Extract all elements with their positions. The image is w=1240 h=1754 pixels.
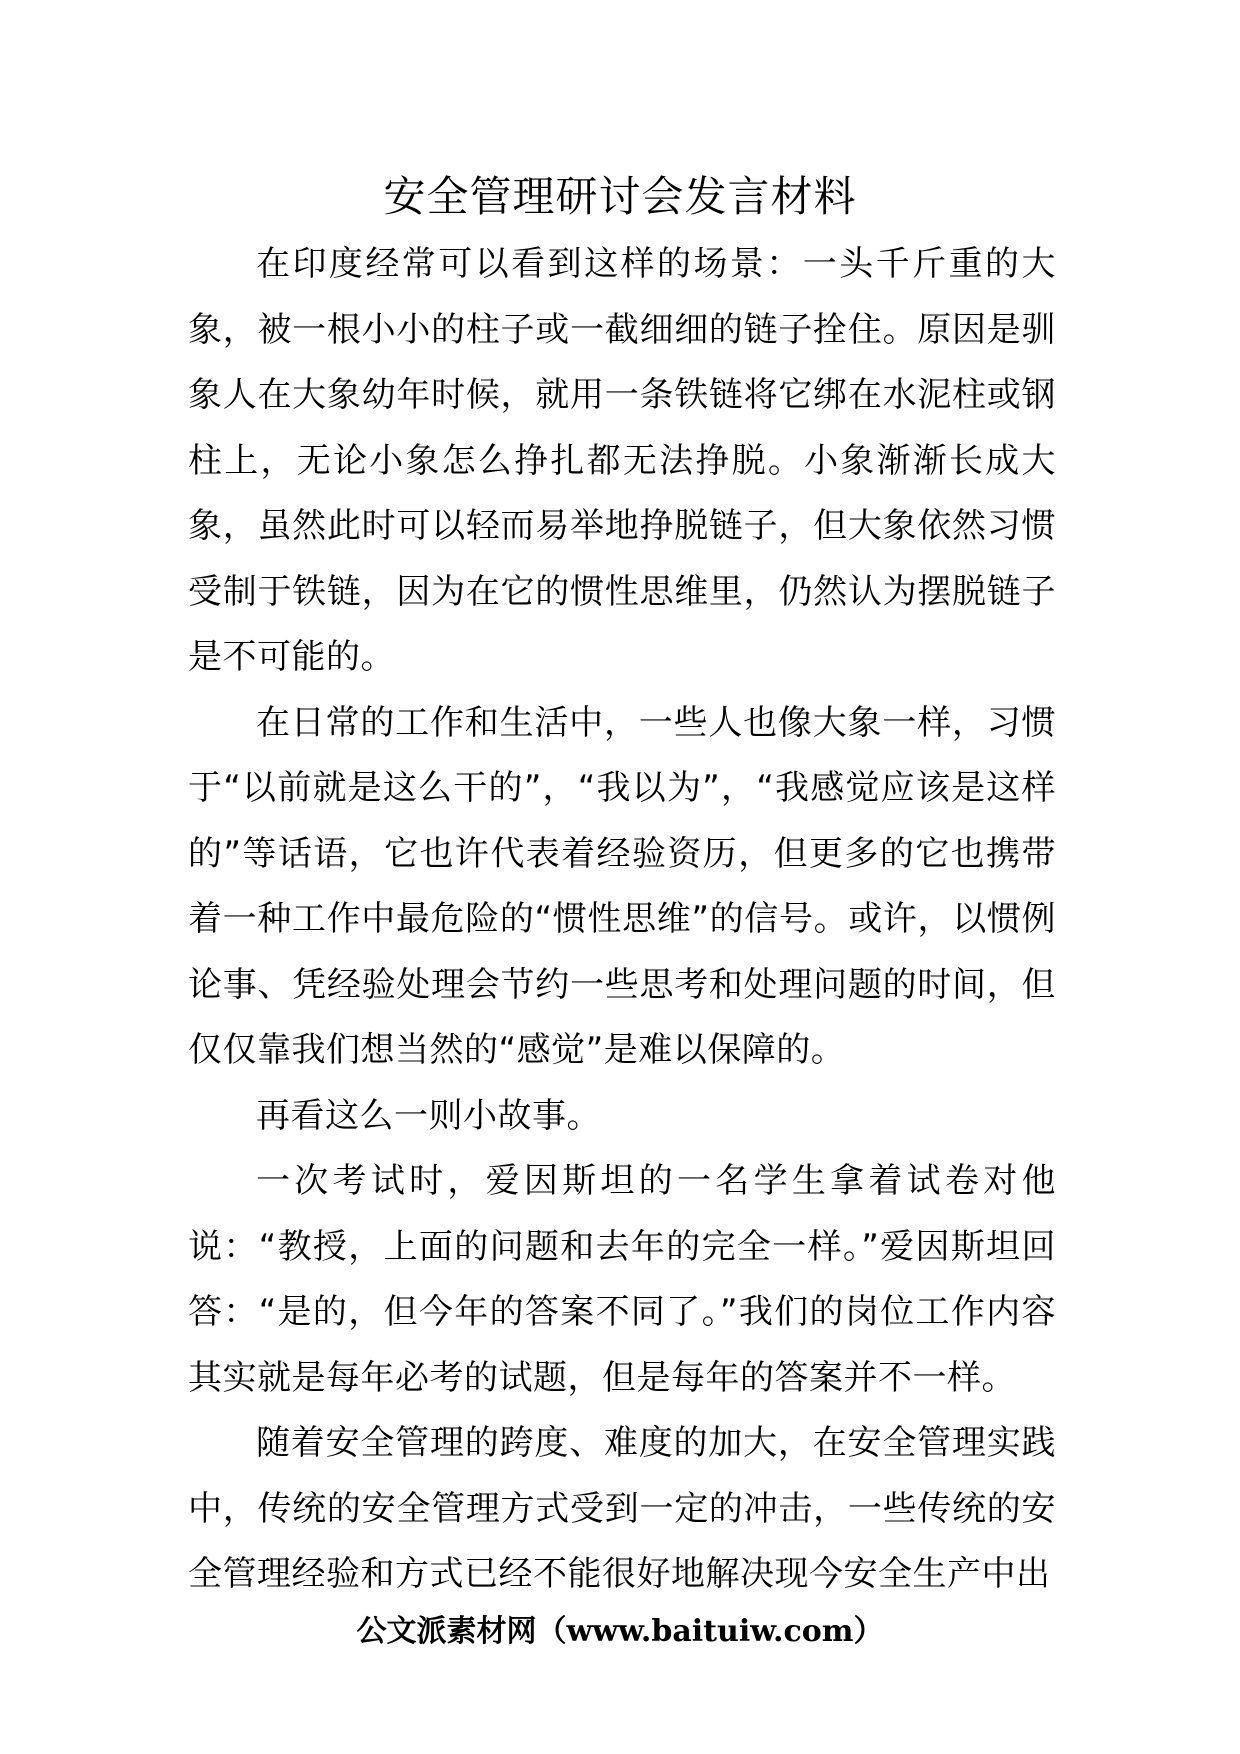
paragraph: 在印度经常可以看到这样的场景：一头千斤重的大象，被一根小小的柱子或一截细细的链子拴住。原因是驯象人在大象幼年时候，就用一条铁链将它绑在水泥柱或钢柱上，无论小象怎么挣扎都无法挣脱。小象渐渐长成大象，虽然此时可以轻而易举地挣脱链子，但大象依然习惯受制于铁链，因为在它的惯性思维里，仍然认为摆脱链子是不可能的。 <box>188 244 1056 677</box>
paragraph: 在日常的工作和生活中，一些人也像大象一样，习惯于“以前就是这么干的”，“我以为”，“我感觉应该是这样的”等话语，它也许代表着经验资历，但更多的它也携带着一种工作中最危险的“惯性思维”的信号。或许，以惯例论事、凭经验处理会节约一些思考和处理问题的时间，但仅仅靠我们想当然的“感觉”是难以保障的。 <box>188 702 1056 1070</box>
paragraph: 再看这么一则小故事。 <box>256 1095 601 1136</box>
footer-watermark: 公文派素材网（www.baituiw.com） <box>356 1614 884 1649</box>
paragraph: 一次考试时，爱因斯坦的一名学生拿着试卷对他说：“教授，上面的问题和去年的完全一样。”爱因斯坦回答：“是的，但今年的答案不同了。”我们的岗位工作内容其实就是每年必考的试题，但是每年的答案并不一样。 <box>188 1161 1056 1398</box>
document-title: 安全管理研讨会发言材料 <box>383 172 857 221</box>
document-body <box>188 232 1056 1608</box>
paragraph: 随着安全管理的跨度、难度的加大，在安全管理实践中，传统的安全管理方式受到一定的冲击，一些传统的安全管理经验和方式已经不能很好地解决现今安全生产中出 <box>188 1423 1056 1594</box>
